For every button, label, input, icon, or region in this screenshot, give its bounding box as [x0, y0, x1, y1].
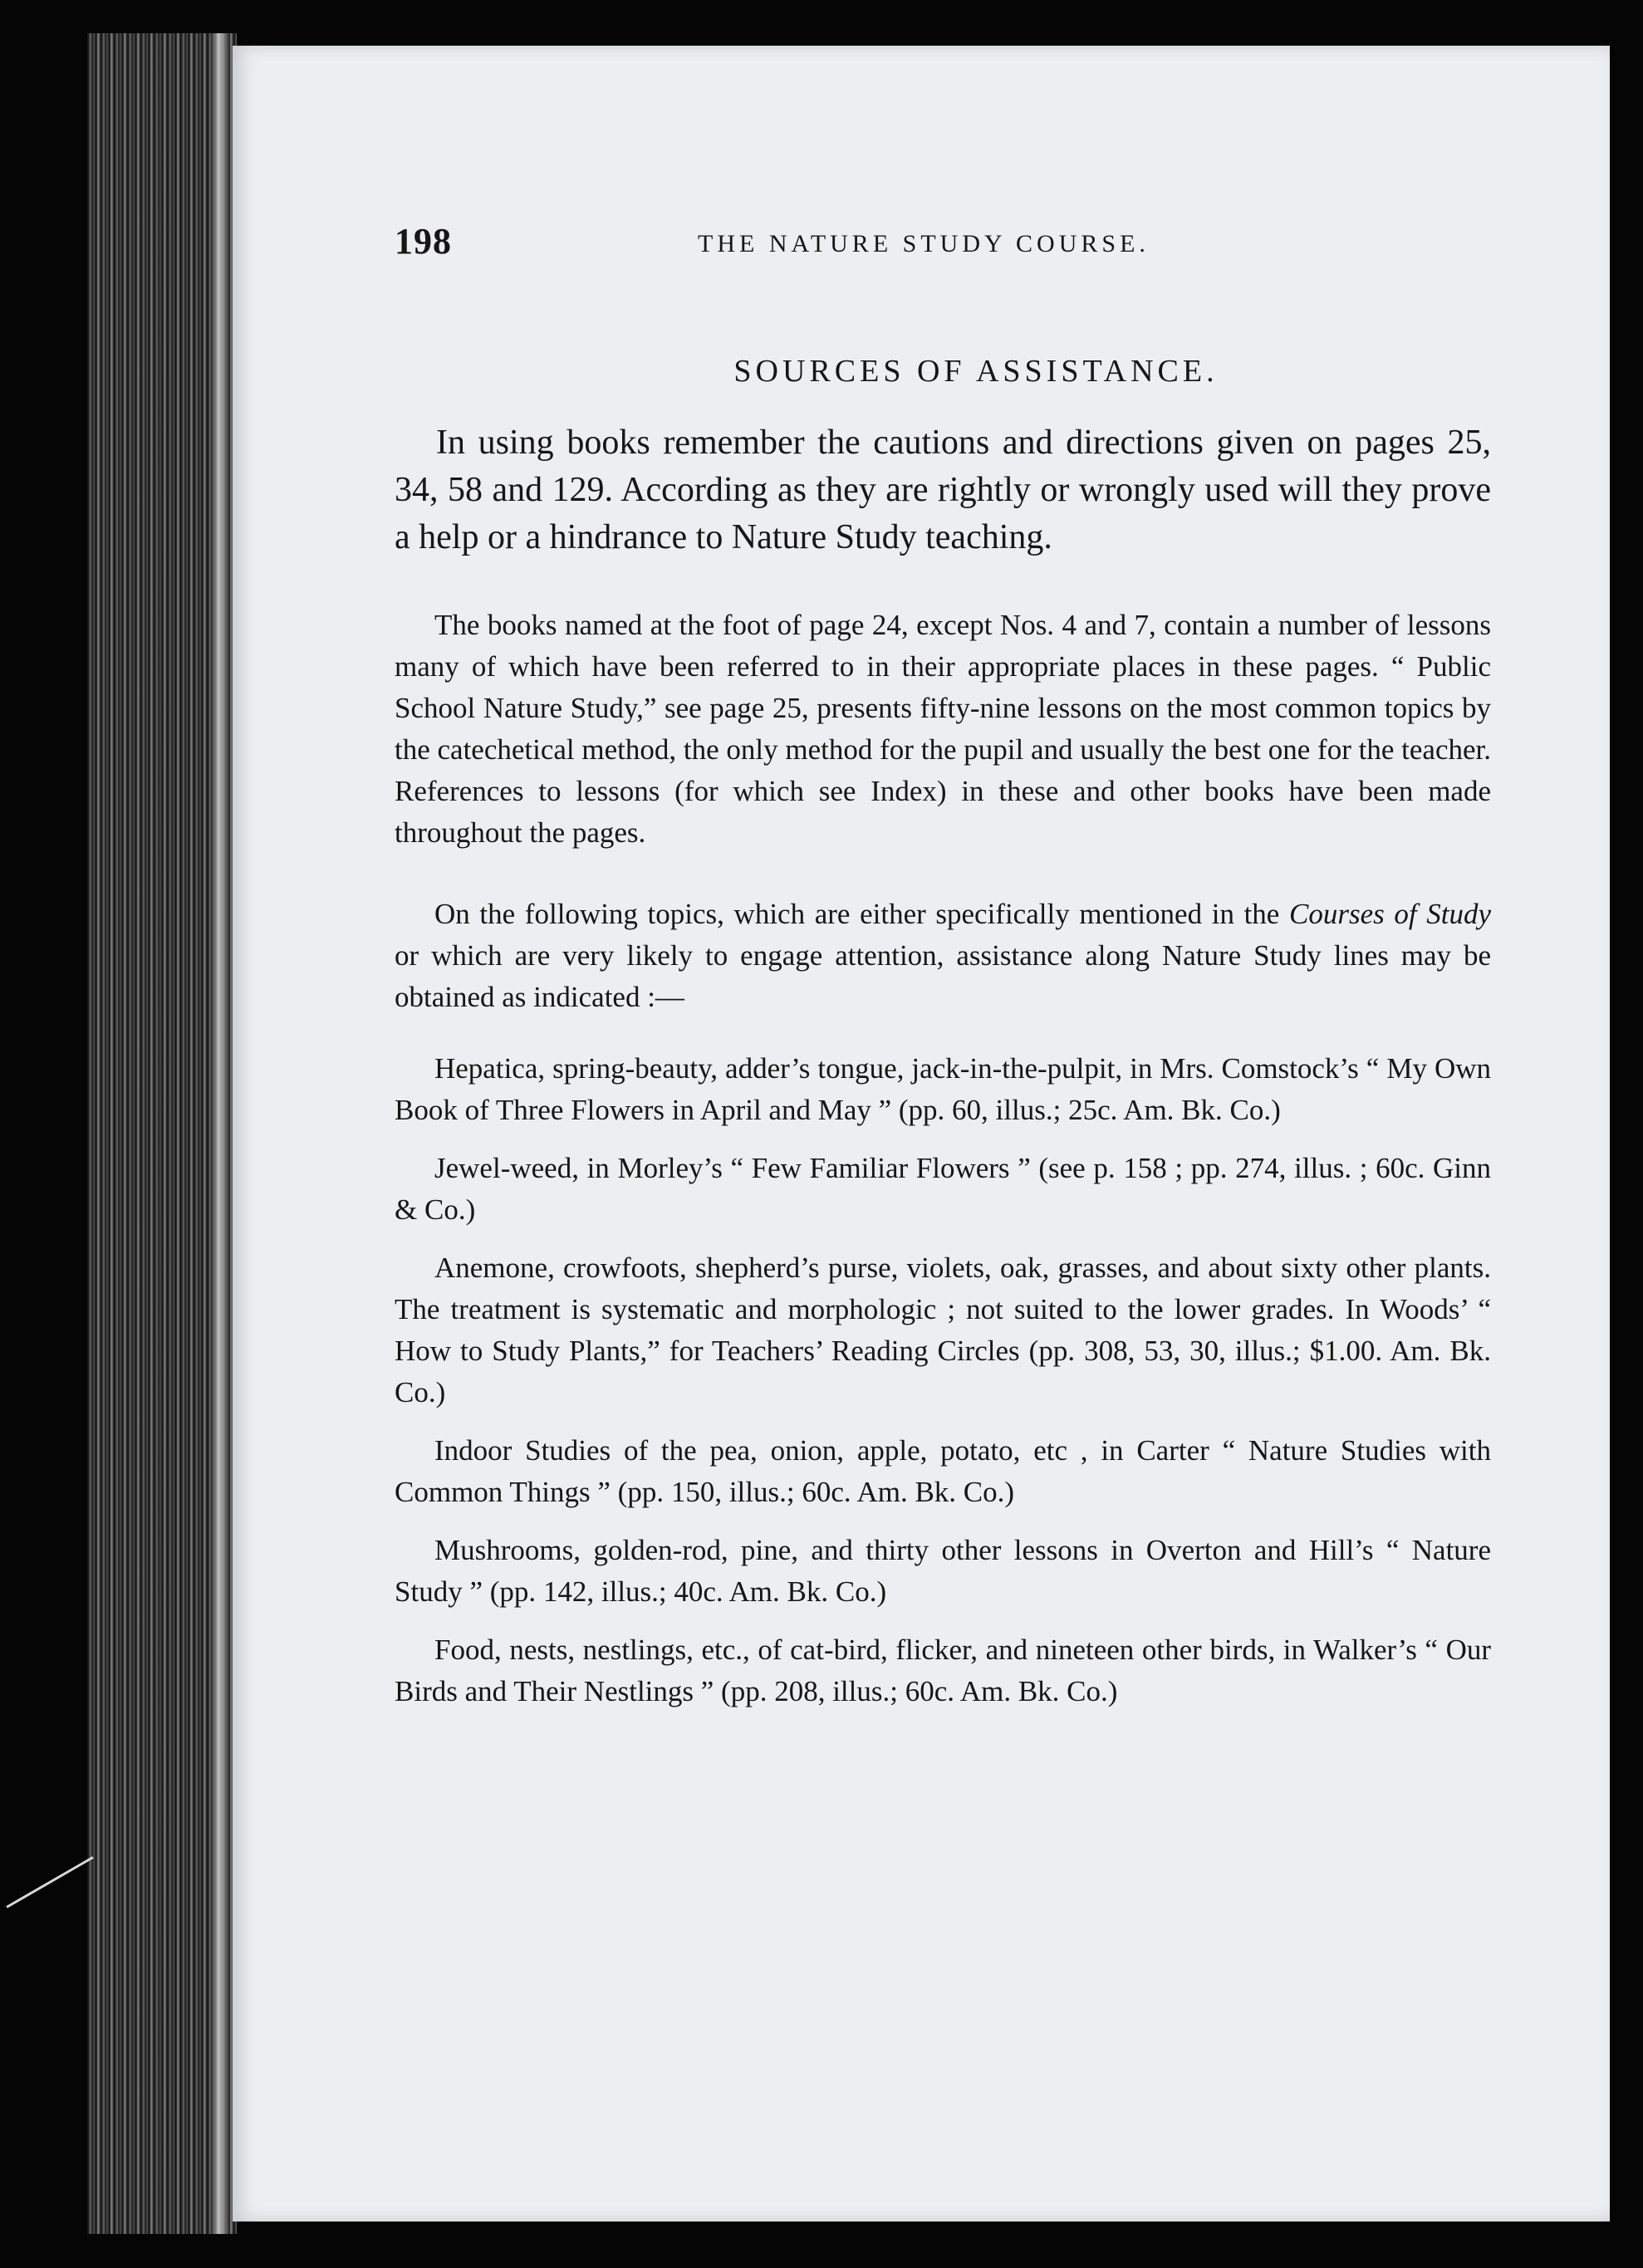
paragraph-text-after: or which are very likely to engage attention, assistance along Nature Study lines may be obtained as indicated :—: [395, 939, 1491, 1013]
courses-of-study-italic: Courses of Study: [1288, 898, 1491, 930]
intro-paragraph: In using books remember the cautions and directions given on pages 25, 34, 58 and 129. According as they are rightly or wrongly used will they prove a help or a hindrance to Nature Study teaching.: [395, 424, 1491, 556]
paragraph-books-named: The books named at the foot of page 24, except Nos. 4 and 7, contain a number of lessons many of which have been referred to in their appropriate places in these pages. “ Public School Nature Study,” see page 25, presents fifty-nine lessons on the most common topics by the catechetical method, the only method for the pupil and usually the best one for the teacher. References to lessons (for which see Index) in these and other books have been made throughout the pages.: [395, 609, 1491, 849]
reference-entry-jewel-weed: Jewel-weed, in Morley’s “ Few Familiar Flowers ” (see p. 158 ; pp. 274, illus. ; 60c. Ginn & Co.): [395, 1152, 1491, 1226]
reference-list: [395, 1048, 1491, 1712]
reference-entry-hepatica: Hepatica, spring-beauty, adder’s tongue, jack-in-the-pulpit, in Mrs. Comstock’s “ My Own Book of Three Flowers in April and May ” (pp. 60, illus.; 25c. Am. Bk. Co.): [395, 1052, 1491, 1126]
book-spine-edge: [212, 33, 230, 2234]
reference-entry-indoor-studies: Indoor Studies of the pea, onion, apple, potato, etc , in Carter “ Nature Studies with Common Things ” (pp. 150, illus.; 60c. Am. Bk. Co.): [395, 1434, 1491, 1508]
running-title: THE NATURE STUDY COURSE.: [698, 230, 1150, 257]
book-page: [233, 46, 1610, 2221]
reference-entry-anemone: Anemone, crowfoots, shepherd’s purse, violets, oak, grasses, and about sixty other plants. The treatment is systematic and morphologic ; not suited to the lower grades. In Woods’ “ How to Study Plants,” for Teachers’ Reading Circles (pp. 308, 53, 30, illus.; $1.00. Am. Bk. Co.): [395, 1252, 1491, 1408]
running-head: [395, 220, 1491, 278]
reference-entry-birds: Food, nests, nestlings, etc., of cat-bird, flicker, and nineteen other birds, in Walker’s “ Our Birds and Their Nestlings ” (pp. 208, illus.; 60c. Am. Bk. Co.): [395, 1634, 1491, 1707]
page-number: 198: [395, 221, 452, 262]
gutter-stray-mark: [6, 1856, 93, 1908]
paragraph-text-before: On the following topics, which are either specifically mentioned in the: [434, 898, 1289, 930]
page-content: [395, 220, 1491, 1729]
reference-entry-mushrooms: Mushrooms, golden-rod, pine, and thirty other lessons in Overton and Hill’s “ Nature Study ” (pp. 142, illus.; 40c. Am. Bk. Co.): [395, 1534, 1491, 1608]
paragraph-following-topics: [395, 894, 1491, 1018]
section-heading: SOURCES OF ASSISTANCE.: [733, 354, 1219, 389]
